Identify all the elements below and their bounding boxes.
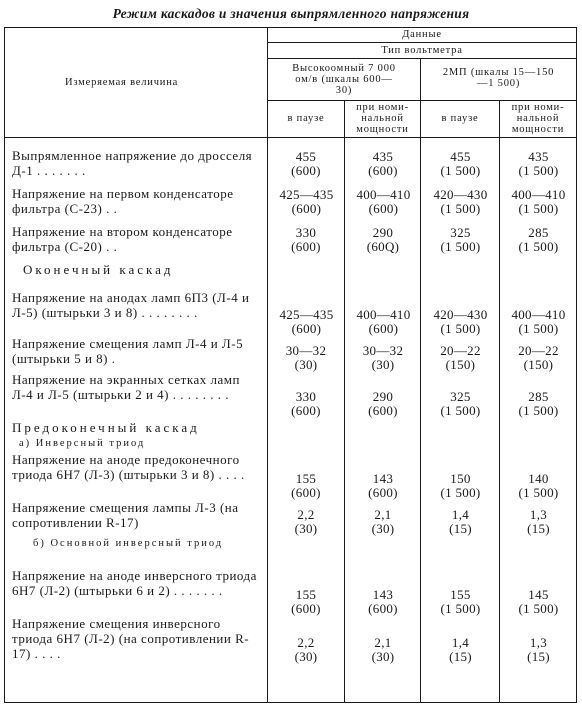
value-r2-c4: 285 (1 500) (518, 224, 559, 254)
header-meter-high-cell (268, 59, 421, 101)
value-r3-c2: 400—410 (600) (356, 306, 411, 336)
value-r0-c2: 435 (600) (368, 148, 398, 178)
header-meter-2mp-cell (421, 59, 577, 101)
value-r2-c1: 330 (600) (291, 224, 321, 254)
value-r8-c3: 155 (1 500) (440, 586, 481, 616)
value-r7-c2: 2,1 (30) (371, 506, 395, 536)
header-nominal-2: при номи- нальной мощности (511, 102, 565, 136)
table-title: Режим каскадов и значения выпрямленного напряжения (112, 6, 470, 21)
header-meter-high: Высокоомный 7 000 ом/в (шкалы 600—30) (292, 63, 396, 97)
value-r4-c3: 20—22 (150) (440, 342, 481, 372)
section-prefinal: Предоконечный каскад (12, 419, 200, 435)
value-r9-c1: 2,2 (30) (294, 634, 318, 664)
row-label-7: Напряжение смещения лампы Л-3 (на сопротивлении R-17) (12, 499, 239, 530)
row-label-6: Напряжение на аноде предоконечного триода 6Н7 (Л-3) (штырьки 3 и 8) . . . . (12, 451, 245, 482)
header-meter-2mp: 2МП (шкалы 15—150—1 500) (442, 67, 555, 90)
value-column-2 (345, 137, 421, 702)
value-r1-c2: 400—410 (600) (356, 186, 411, 216)
value-r0-c4: 435 (1 500) (518, 148, 559, 178)
value-r6-c1: 155 (600) (291, 470, 321, 500)
value-column-1 (268, 137, 345, 702)
header-pause-cell-2 (421, 101, 500, 138)
value-r7-c4: 1,3 (15) (527, 506, 550, 536)
row-label-2: Напряжение на втором конденсаторе фильтра (С-20) . . (12, 223, 233, 254)
value-r7-c1: 2,2 (30) (294, 506, 318, 536)
value-r5-c4: 285 (1 500) (518, 388, 559, 418)
row-label-3: Напряжение на анодах ламп 6П3 (Л-4 и Л-5) (штырьки 3 и 8) . . . . . . . . (12, 289, 250, 320)
voltage-table (4, 27, 577, 703)
value-r8-c1: 155 (600) (291, 586, 321, 616)
value-r6-c2: 143 (600) (368, 470, 398, 500)
value-r2-c2: 290 (60Q) (366, 224, 400, 254)
value-r6-c3: 150 (1 500) (440, 470, 481, 500)
value-column-4 (500, 137, 577, 702)
value-column-3 (421, 137, 500, 702)
value-r0-c3: 455 (1 500) (440, 148, 481, 178)
value-r2-c3: 325 (1 500) (440, 224, 481, 254)
value-r1-c3: 420—430 (1 500) (433, 186, 488, 216)
header-meter-type-cell (268, 42, 577, 59)
value-r9-c3: 1,4 (15) (449, 634, 472, 664)
value-r8-c2: 143 (600) (368, 586, 398, 616)
value-r1-c1: 425—435 (600) (279, 186, 334, 216)
subsection-b: б) Основной инверсный триод (33, 537, 224, 549)
row-label-1: Напряжение на первом конденсаторе фильтра (С-23) . . (12, 185, 234, 216)
value-r3-c1: 425—435 (600) (279, 306, 334, 336)
row-label-9: Напряжение смещения инверсного триода 6Н7 (Л-2) (на сопротивлении R-17) . . . . (12, 615, 250, 661)
header-nominal-1: при номи- нальной мощности (356, 102, 409, 136)
label-column (5, 137, 268, 702)
value-r6-c4: 140 (1 500) (518, 470, 559, 500)
value-r4-c4: 20—22 (150) (518, 342, 559, 372)
value-r8-c4: 145 (1 500) (518, 586, 559, 616)
header-pause-1: в паузе (287, 113, 325, 125)
value-r9-c4: 1,3 (15) (527, 634, 550, 664)
header-quantity-cell (5, 28, 268, 138)
header-nominal-cell-2 (500, 101, 577, 138)
subsection-a: а) Инверсный триод (19, 437, 146, 449)
row-label-4: Напряжение смещения ламп Л-4 и Л-5 (штырьки 5 и 8) . (12, 335, 244, 366)
header-meter-type: Тип вольтметра (381, 44, 463, 56)
header-data: Данные (402, 29, 442, 41)
value-r5-c1: 330 (600) (291, 388, 321, 418)
value-r7-c3: 1,4 (15) (449, 506, 472, 536)
header-data-cell (268, 28, 577, 43)
row-label-8: Напряжение на аноде инверсного триода 6Н7 (Л-2) (штырьки 6 и 2) . . . . . . . (12, 567, 257, 598)
header-nominal-cell-1 (345, 101, 421, 138)
section-final: Оконечный каскад (23, 261, 174, 277)
header-pause-2: в паузе (441, 113, 479, 125)
value-r1-c4: 400—410 (1 500) (511, 186, 566, 216)
row-label-5: Напряжение на экранных сетках ламп Л-4 и Л-5 (штырьки 2 и 4) . . . . . . . . (12, 371, 240, 402)
value-r4-c2: 30—32 (30) (362, 342, 404, 372)
value-r5-c2: 290 (600) (368, 388, 398, 418)
value-r0-c1: 455 (600) (291, 148, 321, 178)
header-quantity: Измеряемая величина (65, 76, 179, 88)
value-r9-c2: 2,1 (30) (371, 634, 395, 664)
row-label-0: Выпрямленное напряжение до дросселя Д-1 . . . . . . . (12, 147, 253, 178)
value-r5-c3: 325 (1 500) (440, 388, 481, 418)
value-r4-c1: 30—32 (30) (285, 342, 327, 372)
value-r3-c4: 400—410 (1 500) (511, 306, 566, 336)
header-pause-cell-1 (268, 101, 345, 138)
value-r3-c3: 420—430 (1 500) (433, 306, 488, 336)
